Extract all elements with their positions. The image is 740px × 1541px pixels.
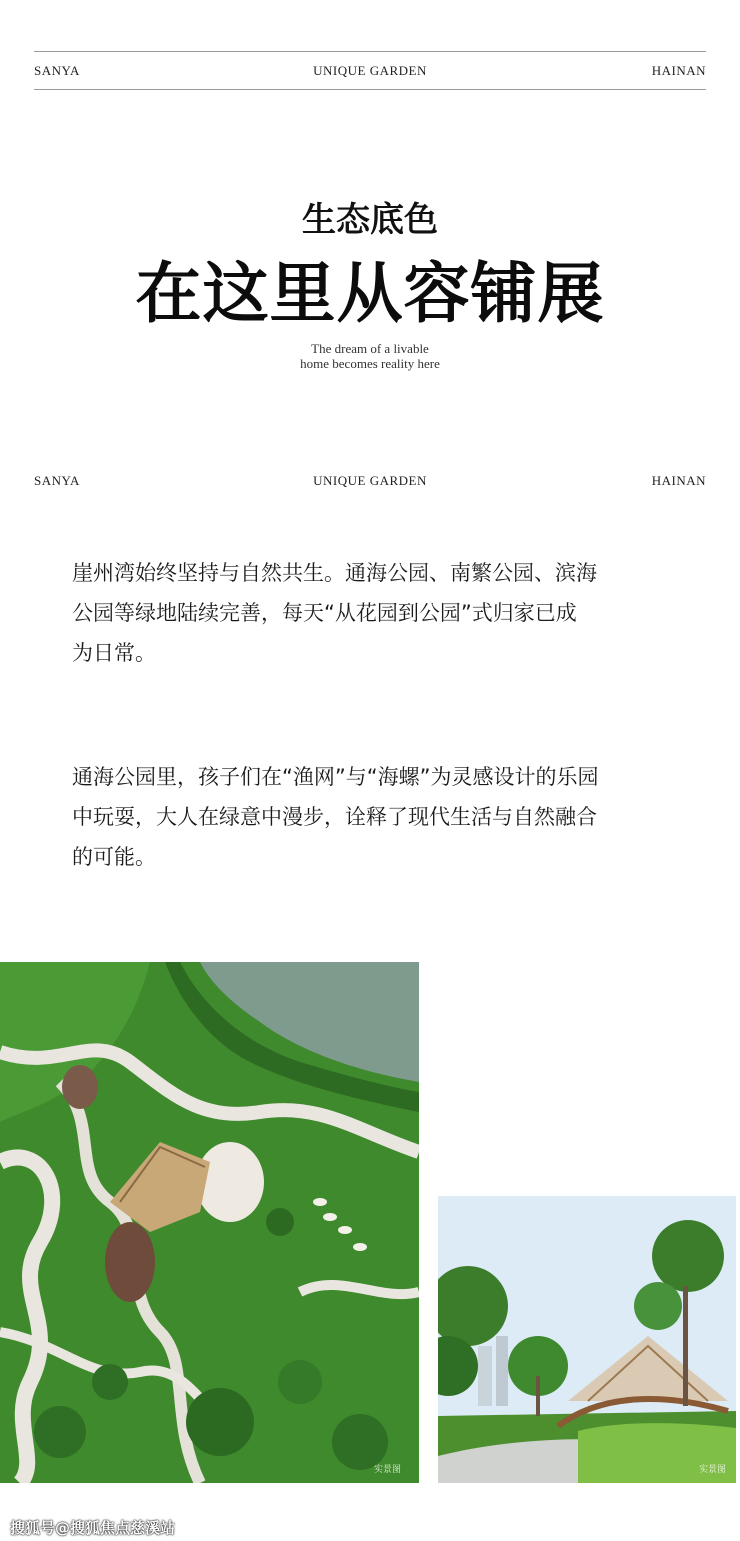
park-ground-photo	[438, 1196, 736, 1483]
subtitle	[0, 341, 740, 371]
watermark: 搜狐号@搜狐焦点慈溪站	[10, 1519, 176, 1537]
paragraph-1-line: 公园等绿地陆续完善，每天“从花园到公园”式归家已成	[72, 601, 577, 625]
header-top-left: SANYA	[34, 63, 80, 78]
top-rule-upper	[34, 51, 706, 52]
page-title: 在这里从容铺展	[135, 254, 605, 332]
paragraph-2-line: 的可能。	[72, 845, 156, 869]
header-mid-right: HAINAN	[651, 473, 706, 488]
header-mid-center: UNIQUE GARDEN	[313, 473, 427, 488]
paragraph-1	[72, 553, 672, 673]
header-top-center: UNIQUE GARDEN	[313, 63, 427, 78]
top-rule-lower	[34, 89, 706, 90]
section-kicker: 生态底色	[302, 200, 438, 240]
header-mid-left: SANYA	[34, 473, 80, 488]
subtitle-line-1: The dream of a livable	[311, 341, 429, 356]
subtitle-line-2: home becomes reality here	[300, 356, 440, 371]
photo-right-tag: 实景图	[698, 1465, 726, 1475]
paragraph-2-line: 中玩耍，大人在绿意中漫步，诠释了现代生活与自然融合	[72, 805, 597, 829]
aerial-park-photo	[0, 962, 419, 1483]
paragraph-1-line: 为日常。	[72, 641, 156, 665]
paragraph-2	[72, 757, 672, 877]
photo-left-tag: 实景图	[373, 1465, 401, 1475]
paragraph-2-line: 通海公园里，孩子们在“渔网”与“海螺”为灵感设计的乐园	[72, 765, 599, 789]
header-top-right: HAINAN	[651, 63, 706, 78]
paragraph-1-line: 崖州湾始终坚持与自然共生。通海公园、南繁公园、滨海	[72, 561, 597, 585]
